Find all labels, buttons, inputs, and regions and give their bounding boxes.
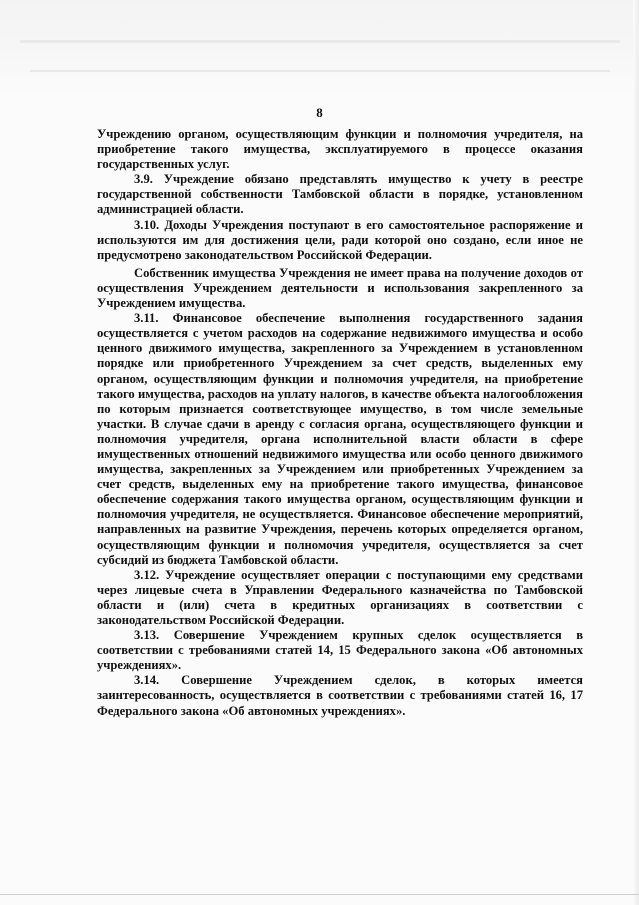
paragraph-3-14: 3.14. Совершение Учреждением сделок, в которых имеется заинтересованность, осуществляется в соответствии с требованиями статей 16, 17 Федерального закона «Об автономных учреждениях». bbox=[97, 673, 583, 718]
scan-streak bbox=[30, 70, 610, 72]
scan-shading-top bbox=[0, 0, 639, 95]
scan-bottom-edge bbox=[0, 894, 639, 895]
paragraph-3-13: 3.13. Совершение Учреждением крупных сделок осуществляется в соответствии с требованиями статей 14, 15 Федерального закона «Об автономных учреждениях». bbox=[97, 628, 583, 673]
paragraph-3-9: 3.9. Учреждение обязано представлять имущество к учету в реестре государственной собственности Тамбовской области в порядке, установленном администрацией области. bbox=[97, 172, 583, 217]
paragraph-3-10: 3.10. Доходы Учреждения поступают в его самостоятельное распоряжение и используются им для достижения цели, ради которой оно создано, если иное не предусмотрено законодательством Российской Федерации. bbox=[97, 217, 583, 262]
scan-streak bbox=[20, 40, 620, 43]
paragraph-3-11: 3.11. Финансовое обеспечение выполнения государственного задания осуществляется с учетом расходов на содержание недвижимого имущества и особо ценного движимого имущества, закрепленного за Учреждением в установленном порядке или приобретенного Учреждением за счет средств, выделенных ему органом, осуществляющим функции и полномочия учредителя, на приобретение такого имущества, расходов на уплату налогов, в качестве объекта налогообложения по которым признается соответствующее имущество, в том числе земельные участки. В случае сдачи в аренду с согласия органа, осуществляющего функции и полномочия учредителя, органа исполнительной власти области в сфере имущественных отношений недвижимого имущества или особо ценного движимого имущества, закрепленных за Учреждением или приобретенных Учреждением за счет средств, выделенных ему на приобретение такого имущества, финансовое обеспечение содержания такого имущества органом, осуществляющим функции и полномочия учредителя, не осуществляется. Финансовое обеспечение мероприятий, направленных на развитие Учреждения, перечень которых определяется органом, осуществляющим функции и полномочия учредителя, осуществляется за счет субсидий из бюджета Тамбовской области. bbox=[97, 311, 583, 567]
paragraph-continuation: Учреждению органом, осуществляющим функции и полномочия учредителя, на приобретение такого имущества, эксплуатируемого в процессе оказания государственных услуг. bbox=[97, 127, 583, 172]
scan-edge bbox=[633, 0, 639, 905]
paragraph-3-12: 3.12. Учреждение осуществляет операции с поступающими ему средствами через лицевые счета в Управлении Федерального казначейства по Тамбовской области и (или) счета в кредитных организациях в соответствии с законодательством Российской Федерации. bbox=[97, 567, 583, 627]
paragraph-owner-rights: Собственник имущества Учреждения не имеет права на получение доходов от осуществления Учреждением деятельности и использования закрепленного за Учреждением имущества. bbox=[97, 265, 583, 311]
page-number: 8 bbox=[316, 105, 323, 120]
document-body bbox=[97, 127, 583, 719]
